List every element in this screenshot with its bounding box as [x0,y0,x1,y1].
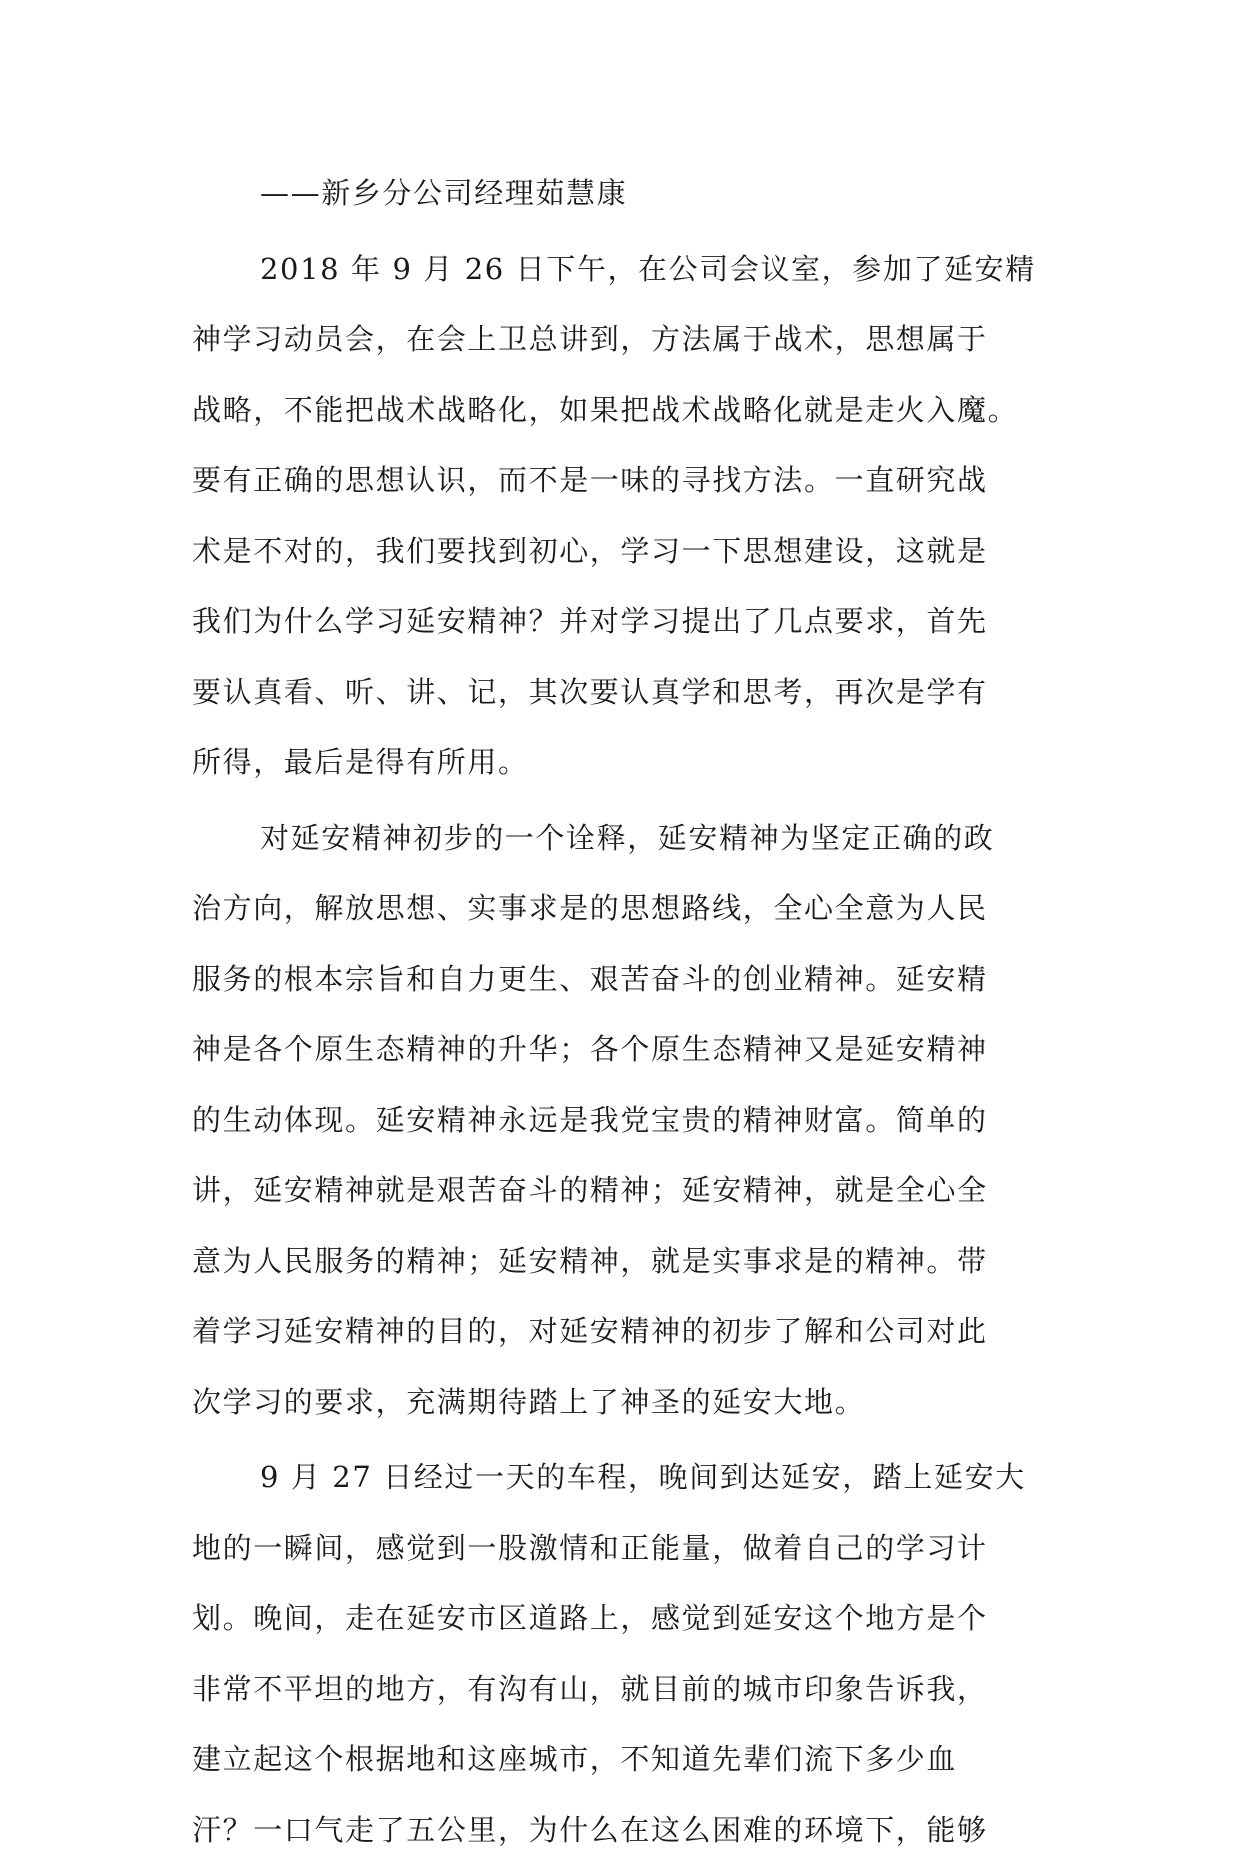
paragraph-line: 我们为什么学习延安精神？并对学习提出了几点要求，首先 [192,586,1062,657]
paragraph-line: 地的一瞬间，感觉到一股激情和正能量，做着自己的学习计 [192,1513,1062,1584]
paragraph-line: 讲，延安精神就是艰苦奋斗的精神；延安精神，就是全心全 [192,1155,1062,1226]
paragraph-line: 战略，不能把战术战略化，如果把战术战略化就是走火入魔。 [192,375,1062,446]
paragraph-line: 意为人民服务的精神；延安精神，就是实事求是的精神。带 [192,1226,1062,1297]
paragraph-line: 非常不平坦的地方，有沟有山，就目前的城市印象告诉我， [192,1654,1062,1725]
paragraph-line: 要有正确的思想认识，而不是一味的寻找方法。一直研究战 [192,445,1062,516]
paragraph-1 [192,234,1062,798]
paragraph-line: 着学习延安精神的目的，对延安精神的初步了解和公司对此 [192,1296,1062,1367]
paragraph-line: 治方向，解放思想、实事求是的思想路线，全心全意为人民 [192,873,1062,944]
paragraph-line: 要认真看、听、讲、记，其次要认真学和思考，再次是学有 [192,657,1062,728]
paragraph-2 [192,803,1062,1438]
paragraph-line: 所得，最后是得有所用。 [192,727,1062,798]
paragraph-3 [192,1442,1062,1865]
paragraph-line: 建立起这个根据地和这座城市，不知道先辈们流下多少血 [192,1724,1062,1795]
paragraph-line: 服务的根本宗旨和自力更生、艰苦奋斗的创业精神。延安精 [192,944,1062,1015]
paragraph-line: 9 月 27 日经过一天的车程，晚间到达延安，踏上延安大 [192,1442,1062,1513]
paragraph-line: 对延安精神初步的一个诠释，延安精神为坚定正确的政 [192,803,1062,874]
paragraph-line: 的生动体现。延安精神永远是我党宝贵的精神财富。简单的 [192,1085,1062,1156]
paragraph-line: 次学习的要求，充满期待踏上了神圣的延安大地。 [192,1367,1062,1438]
paragraph-line: 2018 年 9 月 26 日下午，在公司会议室，参加了延安精 [192,234,1062,305]
paragraph-line: 神是各个原生态精神的升华；各个原生态精神又是延安精神 [192,1014,1062,1085]
document-body [192,158,1062,1865]
author-line: ——新乡分公司经理茹慧康 [192,158,1062,229]
paragraph-line: 汗？一口气走了五公里，为什么在这么困难的环境下，能够 [192,1795,1062,1865]
paragraph-line: 划。晚间，走在延安市区道路上，感觉到延安这个地方是个 [192,1583,1062,1654]
paragraph-line: 术是不对的，我们要找到初心，学习一下思想建设，这就是 [192,516,1062,587]
paragraph-line: 神学习动员会，在会上卫总讲到，方法属于战术，思想属于 [192,304,1062,375]
